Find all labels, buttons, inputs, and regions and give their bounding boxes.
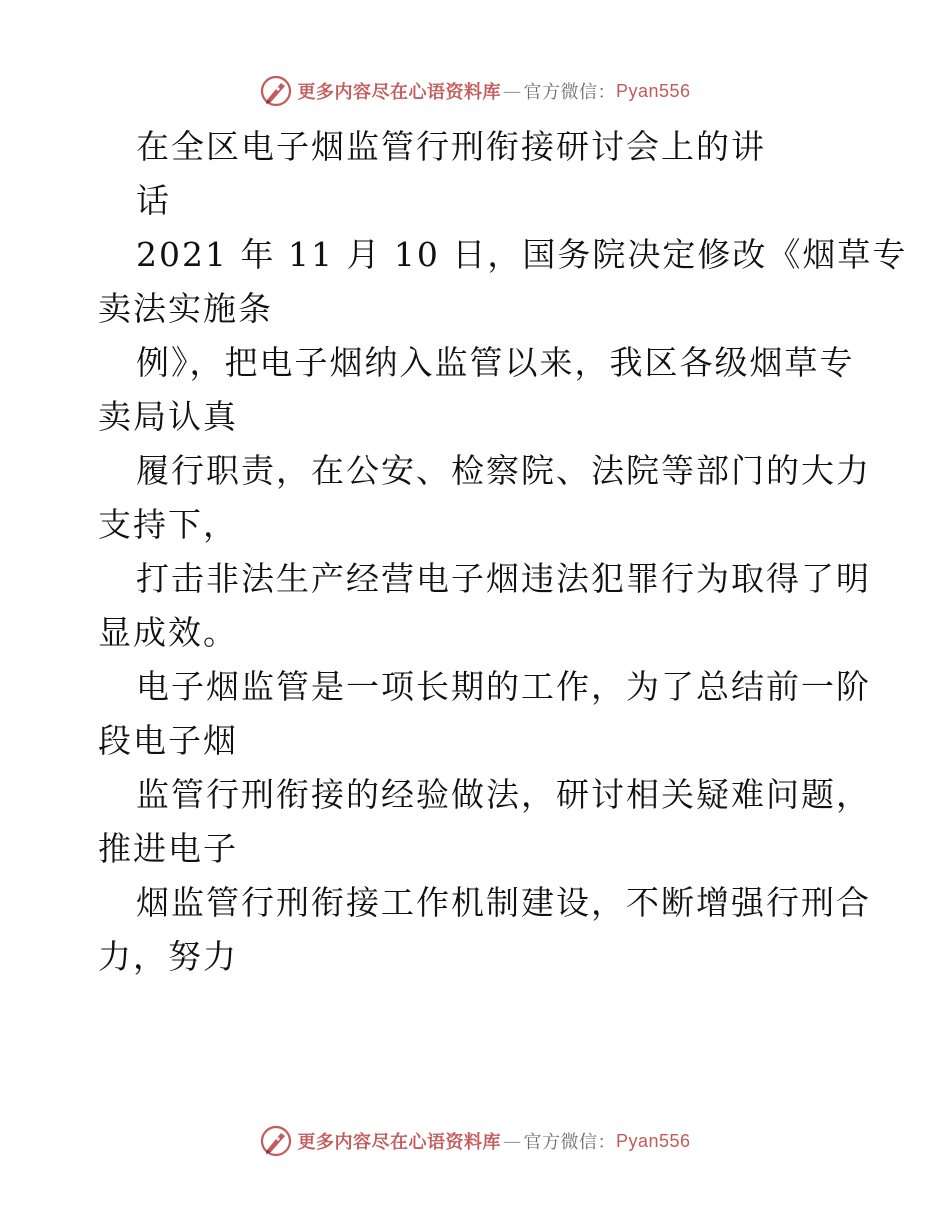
text-line: 支持下， bbox=[98, 505, 238, 544]
header-dash: — bbox=[502, 80, 522, 102]
text-line: 推进电子 bbox=[98, 829, 238, 868]
text-line: 显成效。 bbox=[98, 613, 238, 652]
text-line: 2021 年 11 月 10 日，国务院决定修改《烟草专 bbox=[136, 235, 908, 274]
text-line: 监管行刑衔接的经验做法，研讨相关疑难问题， bbox=[136, 775, 871, 814]
footer-site-text: 更多内容尽在心语资料库 bbox=[297, 1132, 501, 1153]
footer-wechat-label: 官方微信： bbox=[523, 1132, 616, 1153]
text-line: 电子烟监管是一项长期的工作，为了总结前一阶 bbox=[136, 667, 871, 706]
text-line: 段电子烟 bbox=[98, 721, 238, 760]
pen-logo-icon bbox=[259, 74, 293, 108]
text-line: 例》，把电子烟纳入监管以来，我区各级烟草专 bbox=[136, 343, 855, 382]
footer-wechat-id: Pyan556 bbox=[615, 1130, 691, 1151]
header-site-text: 更多内容尽在心语资料库 bbox=[297, 82, 501, 103]
text-line: 卖局认真 bbox=[98, 397, 238, 436]
footer-banner bbox=[0, 1121, 950, 1161]
footer-dash: — bbox=[502, 1130, 522, 1152]
text-line: 履行职责，在公安、检察院、法院等部门的大力 bbox=[136, 451, 871, 490]
text-line: 烟监管行刑衔接工作机制建设，不断增强行刑合 bbox=[136, 883, 871, 922]
header-banner bbox=[0, 71, 950, 111]
text-line: 在全区电子烟监管行刑衔接研讨会上的讲 bbox=[136, 127, 766, 166]
pen-logo-icon bbox=[259, 1124, 293, 1158]
header-wechat-id: Pyan556 bbox=[615, 80, 691, 101]
text-line: 话 bbox=[136, 181, 171, 220]
text-line: 打击非法生产经营电子烟违法犯罪行为取得了明 bbox=[136, 559, 871, 598]
header-wechat-label: 官方微信： bbox=[523, 82, 616, 103]
document-body bbox=[98, 120, 908, 984]
text-line: 力，努力 bbox=[98, 937, 238, 976]
text-line: 卖法实施条 bbox=[98, 289, 273, 328]
